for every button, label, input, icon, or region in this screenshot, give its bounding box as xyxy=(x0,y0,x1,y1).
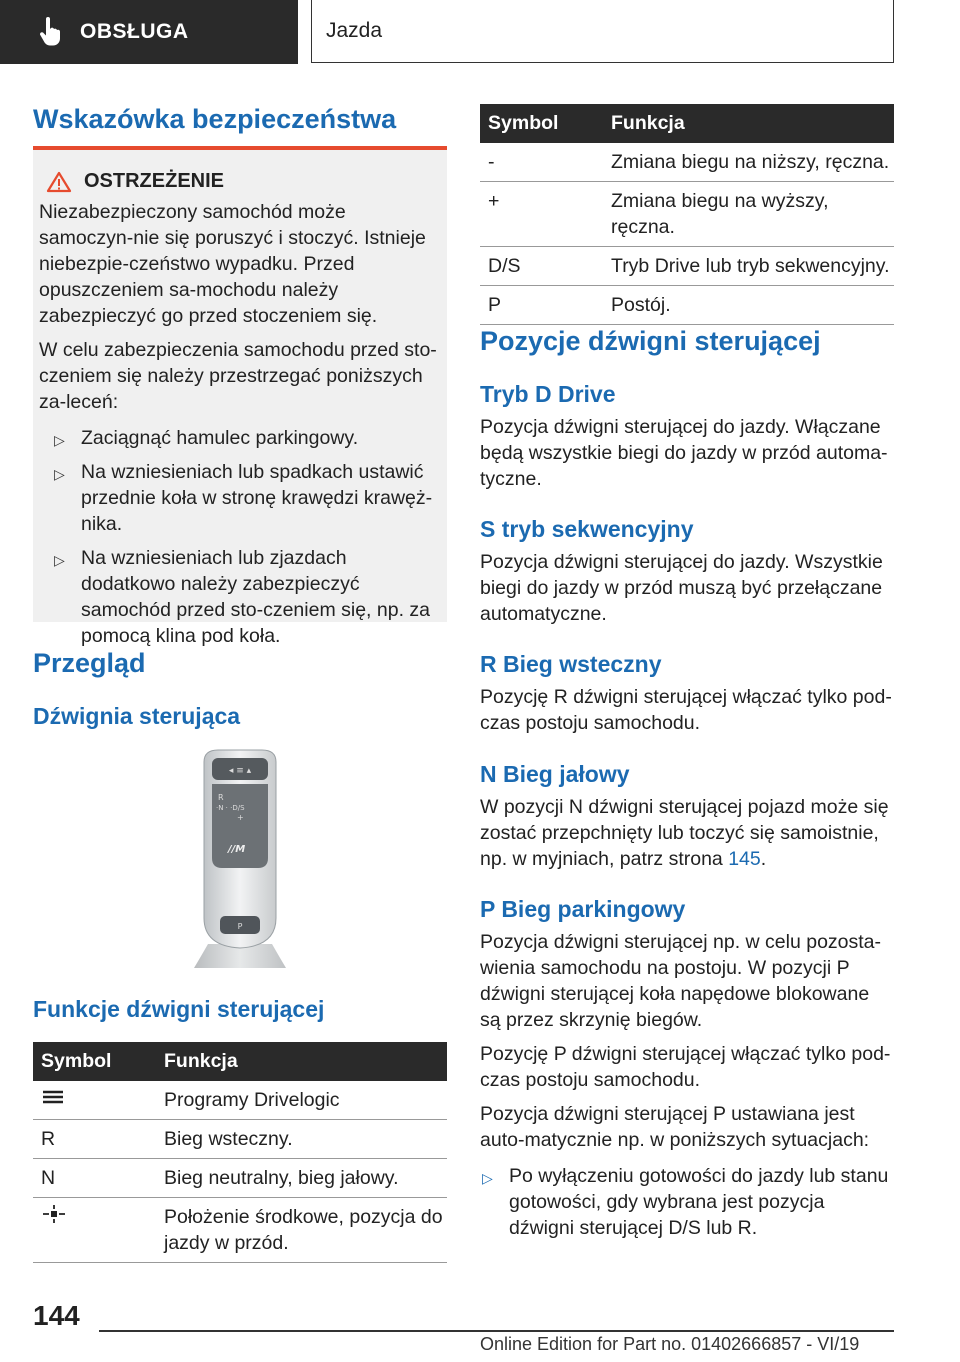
hand-pointer-icon xyxy=(38,17,64,47)
warning-box xyxy=(33,146,447,647)
list-item: ▷ Na wzniesieniach lub spadkach ustawić przednie koła w stronę krawędzi krawęż-nika. xyxy=(54,461,433,535)
reverse-title: R Bieg wsteczny xyxy=(480,651,662,677)
sequential-mode-title: S tryb sekwencyjny xyxy=(480,516,694,542)
shift-functions-table xyxy=(480,104,894,325)
park-text-2: Pozycję P dźwigni sterującej włączać tylko pod-czas postoju samochodu. xyxy=(480,1043,891,1091)
park-text-1: Pozycja dźwigni sterującej np. w celu pozosta-wienia samochodu na postoju. W pozycji P dźwigni sterującej koła napędowe blokowane są przez skrzynię biegów. xyxy=(480,931,882,1031)
park-list xyxy=(480,1163,894,1241)
section-label: OBSŁUGA xyxy=(80,20,189,43)
list-item: ▷ Zaciągnąć hamulec parkingowy. xyxy=(39,425,441,451)
list-item: ▷ Na wzniesieniach lub zjazdach dodatkowo należy zabezpieczyć samochód przed sto-czeniem się, np. za pomocą klina pod koła. xyxy=(54,547,431,647)
warning-triangle-icon xyxy=(46,171,72,193)
reverse-text: Pozycję R dźwigni sterującej włączać tylko pod-czas postoju samochodu. xyxy=(480,686,892,734)
chapter-label: Jazda xyxy=(326,19,383,42)
neutral-title: N Bieg jałowy xyxy=(480,761,630,787)
chapter-box xyxy=(311,0,894,63)
gear-lever-image xyxy=(190,748,290,968)
table-row: Położenie środkowe, pozycja do jazdy w przód. xyxy=(33,1198,447,1263)
table-row: R Bieg wsteczny. xyxy=(33,1120,447,1159)
table-header: Symbol xyxy=(480,104,603,143)
drivelogic-icon xyxy=(41,1088,65,1106)
center-position-icon xyxy=(41,1204,67,1224)
table-row: Programy Drivelogic xyxy=(33,1081,447,1120)
lever-functions-table xyxy=(33,1042,447,1263)
table-row: N Bieg neutralny, bieg jałowy. xyxy=(33,1159,447,1198)
neutral-text: W pozycji N dźwigni sterującej pojazd może się zostać przepchnięty lub toczyć się samoistnie, np. w myjniach, patrz strona 145. xyxy=(480,796,889,870)
functions-title: Funkcje dźwigni sterującej xyxy=(33,996,325,1022)
warning-text-2: W celu zabezpieczenia samochodu przed sto-czeniem się należy przestrzegać poniższych za-leceń: xyxy=(39,339,437,413)
triangle-bullet-icon: ▷ xyxy=(54,552,65,568)
svg-text:+: + xyxy=(237,813,244,822)
positions-title: Pozycje dźwigni sterującej xyxy=(480,326,821,356)
warning-list xyxy=(39,425,441,649)
triangle-bullet-icon: ▷ xyxy=(54,432,65,448)
section-tab[interactable] xyxy=(0,0,298,64)
table-header: Symbol xyxy=(33,1042,156,1081)
park-text-3: Pozycja dźwigni sterującej P ustawiana jest auto-matycznie np. w poniższych sytuacjach: xyxy=(480,1103,870,1151)
park-title: P Bieg parkingowy xyxy=(480,896,686,922)
edition-note: Online Edition for Part no. 01402666857 - VI/19 xyxy=(480,1334,860,1354)
drive-mode-text: Pozycja dźwigni sterującej do jazdy. Włączane będą wszystkie biegi do jazdy w przód automa-tyczne. xyxy=(480,416,888,490)
svg-text:R: R xyxy=(218,793,224,802)
page-number: 144 xyxy=(33,1300,80,1331)
table-row: - Zmiana biegu na niższy, ręczna. xyxy=(480,143,894,182)
overview-title: Przegląd xyxy=(33,648,146,678)
warning-label: OSTRZEŻENIE xyxy=(84,170,225,192)
svg-text:◂ ≡ ▴: ◂ ≡ ▴ xyxy=(228,766,252,776)
triangle-bullet-icon: ▷ xyxy=(54,466,65,482)
triangle-bullet-icon: ▷ xyxy=(482,1170,493,1186)
svg-text:P: P xyxy=(237,922,243,931)
svg-text:·N · ·D/S: ·N · ·D/S xyxy=(216,804,245,812)
table-header: Funkcja xyxy=(156,1042,447,1081)
sequential-mode-text: Pozycja dźwigni sterującej do jazdy. Wszystkie biegi do jazdy w przód muszą być przełączane automatyczne. xyxy=(480,551,883,625)
warning-text-1: Niezabezpieczony samochód może samoczyn-nie się poruszyć i stoczyć. Istnieje niebezpie-czeństwo wypadku. Przed opuszczeniem sa-mochodu należy zabezpieczyć go przed stoczeniem się. xyxy=(39,201,426,327)
drive-mode-title: Tryb D Drive xyxy=(480,381,616,407)
list-item: ▷ Po wyłączeniu gotowości do jazdy lub stanu gotowości, gdy wybrana jest pozycja dźwigni sterującej D/S lub R. xyxy=(482,1165,889,1239)
table-row: D/S Tryb Drive lub tryb sekwencyjny. xyxy=(480,247,894,286)
table-row: + Zmiana biegu na wyższy, ręczna. xyxy=(480,182,894,247)
footer-divider xyxy=(99,1330,894,1332)
lever-title: Dźwignia sterująca xyxy=(33,703,241,729)
page-link[interactable]: 145 xyxy=(728,848,761,870)
svg-text://M: //M xyxy=(228,844,246,855)
table-row: P Postój. xyxy=(480,286,894,325)
table-header: Funkcja xyxy=(603,104,894,143)
safety-title: Wskazówka bezpieczeństwa xyxy=(33,104,397,134)
